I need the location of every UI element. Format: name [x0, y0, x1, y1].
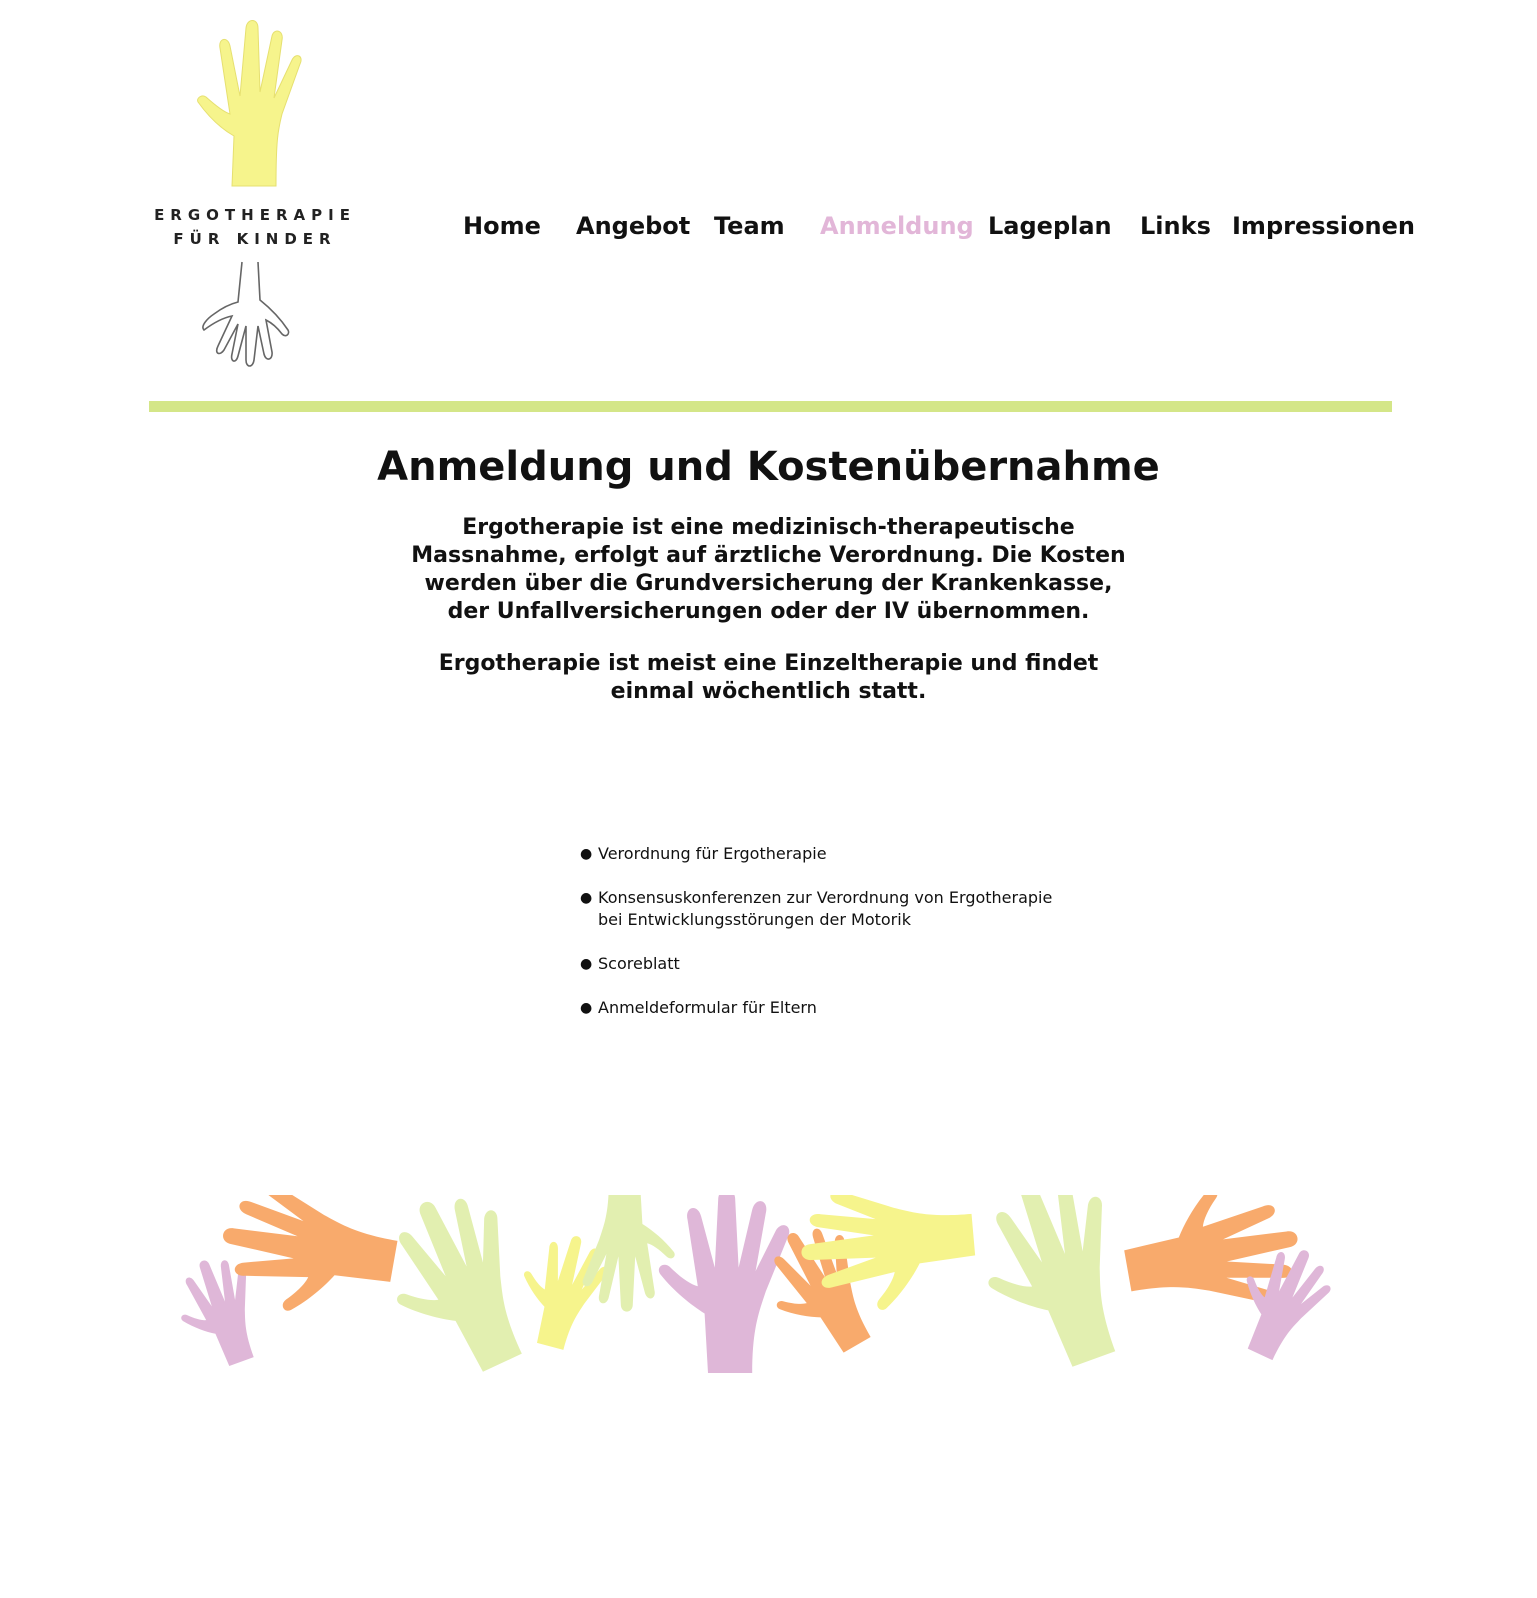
nav-team[interactable]: Team: [714, 212, 785, 240]
hand-icon: [749, 1212, 894, 1370]
document-link-verordnung[interactable]: [580, 843, 1060, 865]
document-link-label[interactable]: Verordnung für Ergotherapie: [598, 844, 827, 863]
nav-home[interactable]: Home: [463, 212, 541, 240]
document-link-anmeldeformular[interactable]: [580, 997, 1060, 1019]
bullet-icon: ●: [580, 846, 593, 862]
nav-lageplan[interactable]: Lageplan: [988, 212, 1112, 240]
hand-icon: [364, 1195, 554, 1392]
outline-hand-icon: [200, 260, 300, 368]
nav-links[interactable]: Links: [1140, 212, 1211, 240]
nav-anmeldung[interactable]: Anmeldung: [820, 212, 974, 240]
nav-impressionen[interactable]: Impressionen: [1232, 212, 1415, 240]
logo-text-line1: ERGOTHERAPIE: [154, 206, 356, 224]
hand-icon: [960, 1195, 1151, 1384]
document-list: [580, 843, 1060, 1041]
page-title: Anmeldung und Kostenübernahme: [377, 444, 1160, 490]
hand-icon: [583, 1195, 675, 1312]
logo-text-line2: FÜR KINDER: [173, 230, 337, 248]
colorful-hands-banner: [180, 1195, 1360, 1395]
bullet-icon: ●: [580, 890, 593, 906]
bullet-icon: ●: [580, 1000, 593, 1016]
bullet-icon: ●: [580, 956, 593, 972]
header-divider: [149, 401, 1392, 412]
logo[interactable]: [150, 18, 360, 368]
hand-icon: [659, 1195, 789, 1373]
intro-paragraph-2: Ergotherapie ist meist eine Einzeltherapie und findet einmal wöchentlich statt.: [438, 651, 1099, 704]
yellow-hand-icon: [190, 18, 310, 190]
intro-paragraph-1: Ergotherapie ist eine medizinisch-therapeutische Massnahme, erfolgt auf ärztliche Verordnung. Die Kosten werden über die Grundversicherung der Krankenkasse, der Unfallversicherungen oder der IV übernommen.: [411, 515, 1126, 624]
nav-angebot[interactable]: Angebot: [576, 212, 691, 240]
document-link-label[interactable]: Anmeldeformular für Eltern: [598, 998, 817, 1017]
document-link-label[interactable]: Konsensuskonferenzen zur Verordnung von Ergotherapie bei Entwicklungsstörungen der Motorik: [598, 888, 1053, 929]
document-link-konsensuskonferenzen[interactable]: [580, 887, 1060, 931]
document-link-scoreblatt[interactable]: [580, 953, 1060, 975]
document-link-label[interactable]: Scoreblatt: [598, 954, 680, 973]
